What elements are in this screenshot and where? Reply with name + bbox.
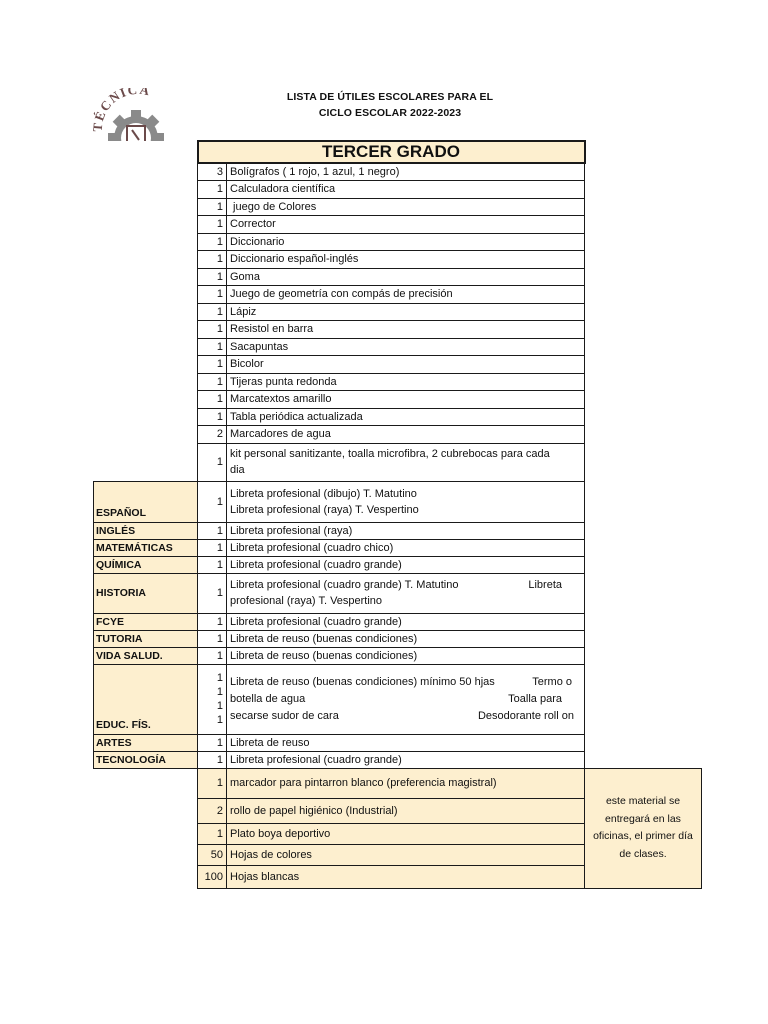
item-qty: 1	[198, 181, 227, 199]
item-qty: 1	[198, 481, 227, 522]
item-qty: 1	[198, 356, 227, 374]
item-qty: 1	[198, 734, 227, 751]
document-title	[230, 89, 550, 121]
subject-name: INGLÉS	[94, 522, 198, 539]
office-delivery-note: este material se entregará en las oficinas, el primer día de clases.	[585, 768, 702, 888]
item-qty: 1	[198, 268, 227, 286]
item-description: juego de Colores	[227, 198, 585, 216]
item-qty: 1	[198, 522, 227, 539]
item-description: Libreta profesional (raya)	[227, 522, 585, 539]
item-description: Marcadores de agua	[227, 426, 585, 444]
subject-row-vida-salud	[94, 647, 702, 664]
supply-item-row	[94, 181, 702, 199]
item-qty: 1	[198, 373, 227, 391]
title-line-2: CICLO ESCOLAR 2022-2023	[318, 107, 462, 119]
item-description: Diccionario español-inglés	[227, 251, 585, 269]
item-description: Calculadora científica	[227, 181, 585, 199]
supply-item-row	[94, 426, 702, 444]
item-qty: 1	[198, 613, 227, 630]
item-description: Marcatextos amarillo	[227, 391, 585, 409]
item-description: Libreta profesional (cuadro grande)	[227, 613, 585, 630]
supplies-table	[93, 140, 702, 889]
item-qty: 1	[198, 198, 227, 216]
subject-row-ingles	[94, 522, 702, 539]
office-item-row	[94, 768, 702, 798]
item-qty: 1	[198, 647, 227, 664]
item-description: Plato boya deportivo	[227, 823, 585, 844]
subject-row-espanol	[94, 481, 702, 522]
item-qty: 1	[198, 251, 227, 269]
subject-name: QUÍMICA	[94, 556, 198, 573]
supply-item-row	[94, 251, 702, 269]
item-qty: 1	[198, 303, 227, 321]
item-description: Libreta de reuso	[227, 734, 585, 751]
supply-item-row	[94, 408, 702, 426]
subject-row-historia	[94, 573, 702, 613]
item-qty: 1	[198, 556, 227, 573]
item-qty: 50	[198, 844, 227, 865]
item-qty: 2	[198, 798, 227, 823]
item-description: Tabla periódica actualizada	[227, 408, 585, 426]
subject-name: MATEMÁTICAS	[94, 539, 198, 556]
supply-item-row	[94, 163, 702, 181]
item-description: Tijeras punta redonda	[227, 373, 585, 391]
subject-name: HISTORIA	[94, 573, 198, 613]
item-description: Libreta de reuso (buenas condiciones)	[227, 630, 585, 647]
supply-item-row	[94, 321, 702, 339]
supply-item-row	[94, 303, 702, 321]
item-description: Libreta profesional (cuadro grande)	[227, 751, 585, 768]
item-qty: 1	[198, 286, 227, 304]
supply-item-row	[94, 391, 702, 409]
item-qty: 100	[198, 865, 227, 888]
subject-name: VIDA SALUD.	[94, 647, 198, 664]
kit-qty: 1	[198, 443, 227, 481]
supply-item-row	[94, 216, 702, 234]
supply-item-row	[94, 286, 702, 304]
subject-row-matematicas	[94, 539, 702, 556]
item-description: Libreta de reuso (buenas condiciones) mínimo 50 hjas Termo o botella de agua Toalla para secarse sudor de cara Desodorante roll on	[227, 664, 585, 734]
subject-row-quimica	[94, 556, 702, 573]
grade-title: TERCER GRADO	[198, 141, 585, 163]
subject-name: EDUC. FÍS.	[94, 664, 198, 734]
item-description: Bolígrafos ( 1 rojo, 1 azul, 1 negro)	[227, 163, 585, 181]
subject-name: ARTES	[94, 734, 198, 751]
item-description: Libreta profesional (dibujo) T. Matutino Libreta profesional (raya) T. Vespertino	[227, 481, 585, 522]
item-qty: 1	[198, 751, 227, 768]
item-qty: 1	[198, 338, 227, 356]
item-description: marcador para pintarron blanco (preferencia magistral)	[227, 768, 585, 798]
subject-name: TECNOLOGÍA	[94, 751, 198, 768]
supply-item-row	[94, 338, 702, 356]
item-qty: 3	[198, 163, 227, 181]
item-qty: 1	[198, 391, 227, 409]
supply-item-row	[94, 373, 702, 391]
item-description: Goma	[227, 268, 585, 286]
subject-name: FCYE	[94, 613, 198, 630]
title-line-1: LISTA DE ÚTILES ESCOLARES PARA EL	[286, 91, 494, 103]
item-qty: 1	[198, 768, 227, 798]
item-qty: 1	[198, 539, 227, 556]
logo-arc-text: ÉCNICA	[92, 88, 153, 123]
subject-row-artes	[94, 734, 702, 751]
supply-item-row	[94, 268, 702, 286]
item-description: Hojas de colores	[227, 844, 585, 865]
item-description: Lápiz	[227, 303, 585, 321]
item-description: Libreta de reuso (buenas condiciones)	[227, 647, 585, 664]
item-qty: 1	[198, 823, 227, 844]
kit-description: kit personal sanitizante, toalla microfibra, 2 cubrebocas para cada dia	[227, 443, 585, 481]
subject-row-tecnologia	[94, 751, 702, 768]
subject-row-tutoria	[94, 630, 702, 647]
supply-item-row	[94, 233, 702, 251]
item-description: Libreta profesional (cuadro grande)	[227, 556, 585, 573]
item-qty: 1	[198, 216, 227, 234]
item-qty: 1	[198, 321, 227, 339]
item-description: Libreta profesional (cuadro chico)	[227, 539, 585, 556]
item-description: Resistol en barra	[227, 321, 585, 339]
item-qty: 2	[198, 426, 227, 444]
subject-name: TUTORIA	[94, 630, 198, 647]
item-qty: 1	[198, 408, 227, 426]
item-description: Hojas blancas	[227, 865, 585, 888]
item-description: Bicolor	[227, 356, 585, 374]
item-qty-list: 1 1 1 1	[198, 664, 227, 734]
subject-row-fcye	[94, 613, 702, 630]
item-qty: 1	[198, 573, 227, 613]
subject-name: ESPAÑOL	[94, 481, 198, 522]
subject-row-educ-fis	[94, 664, 702, 734]
item-description: Diccionario	[227, 233, 585, 251]
item-description: Sacapuntas	[227, 338, 585, 356]
item-description: Juego de geometría con compás de precisión	[227, 286, 585, 304]
supply-item-row	[94, 356, 702, 374]
item-qty: 1	[198, 630, 227, 647]
supply-item-row	[94, 198, 702, 216]
item-qty: 1	[198, 233, 227, 251]
item-description: rollo de papel higiénico (Industrial)	[227, 798, 585, 823]
item-description: Corrector	[227, 216, 585, 234]
item-description: Libreta profesional (cuadro grande) T. Matutino Libreta profesional (raya) T. Vespertino	[227, 573, 585, 613]
